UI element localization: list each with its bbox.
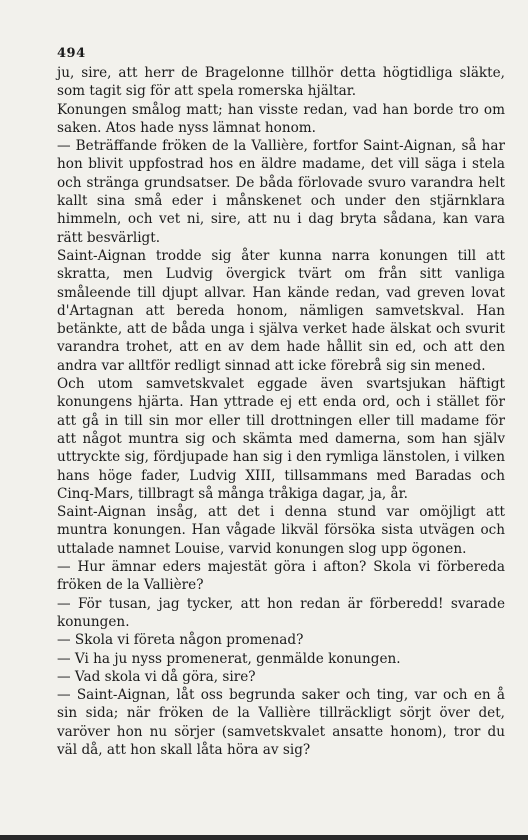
paragraph: — För tusan, jag tycker, att hon redan är förberedd! svarade konungen. xyxy=(57,595,505,630)
paragraph: — Skola vi företa någon promenad? xyxy=(57,632,304,649)
paragraph: — Vi ha ju nyss promenerat, genmälde konungen. xyxy=(57,650,401,667)
paragraph: — Beträffande fröken de la Vallière, fortfor Saint-Aignan, så har hon blivit uppfostrad hos en äldre madame, det vill säga i stela och stränga grundsatser. De båda förlovade svuro varandra helt kallt sina små eder i månskenet och under den stjärnklara himmeln, och vet ni, sire, att nu i dag bryta sådana, kan vara rätt besvärligt. xyxy=(57,138,505,246)
paragraph: — Vad skola vi då göra, sire? xyxy=(57,668,256,685)
paragraph: Saint-Aignan insåg, att det i denna stund var omöjligt att muntra konungen. Han vågade likväl försöka sista utvägen och uttalade namnet Louise, varvid konungen slog upp ögonen. xyxy=(57,504,505,557)
paragraph: — Hur ämnar eders majestät göra i afton? Skola vi förbereda fröken de la Vallière? xyxy=(57,559,505,594)
bottom-border xyxy=(0,835,528,840)
paragraph: Saint-Aignan trodde sig åter kunna narra konungen till att skratta, men Ludvig övergick tvärt om från sitt vanliga småleende till djupt allvar. Han kände redan, vad greven lovat d'Artagnan att bereda honom, nämligen samvetskval. Han betänkte, att de båda unga i själva verket hade älskat och svurit varandra trohet, att en av dem hade hållit sin ed, och att den andra var alltför redligt sinnad att icke förebrå sig sin mened. xyxy=(57,247,505,374)
paragraph: Och utom samvetskvalet eggade även svartsjukan häftigt konungens hjärta. Han yttrade ej ett enda ord, och i stället för att gå in till sin mor eller till drottningen eller till madame för att något muntra sig och skämta med damerna, som han själv uttryckte sig, fördjupade han sig i den rymliga länstolen, i vilken hans höge fader, Ludvig XIII, tillsammans med Baradas och Cinq-Mars, tillbragt så många tråkiga dagar, ja, år. xyxy=(57,376,505,502)
page-number: 494 xyxy=(57,46,86,61)
paragraph: Konungen smålog matt; han visste redan, vad han borde tro om saken. Atos hade nyss lämnat honom. xyxy=(57,101,505,136)
body-text xyxy=(57,64,505,759)
paragraph: — Saint-Aignan, låt oss begrunda saker och ting, var och en å sin sida; när fröken de la Vallière tillräckligt sörjt över det, varöver hon nu sörjer (samvetskvalet ansatte honom), tror du väl då, att hon skall låta höra av sig? xyxy=(57,687,505,758)
paragraph: ju, sire, att herr de Bragelonne tillhör detta högtidliga släkte, som tagit sig för att spela romerska hjältar. xyxy=(57,65,505,100)
